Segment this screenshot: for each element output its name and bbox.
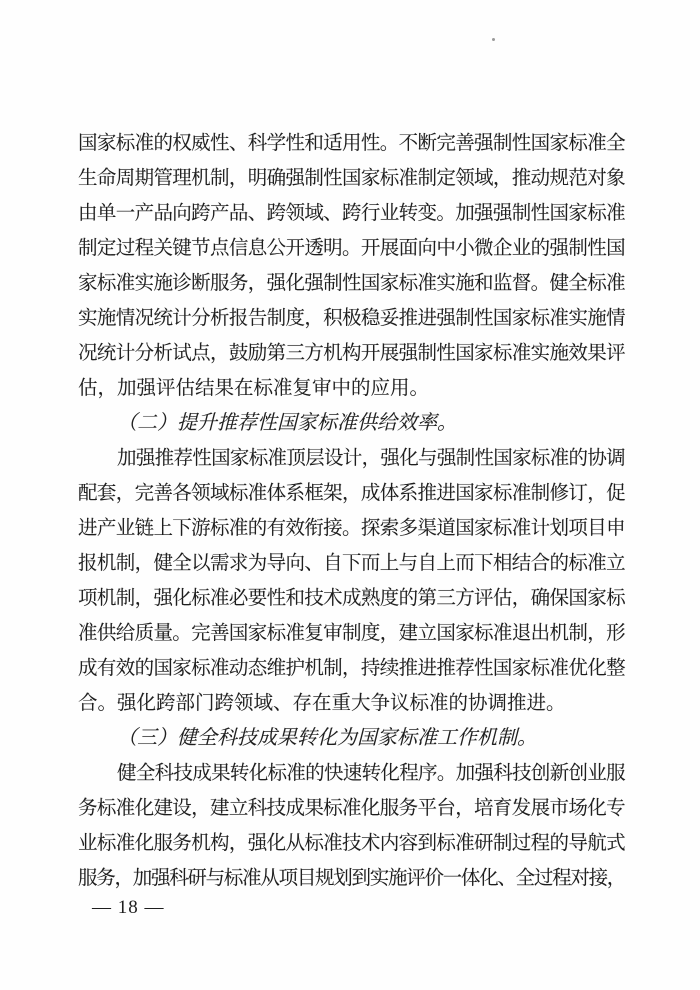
text-line: 制 定 过 程 关 键 节 点 信 息 公 开 透 明 。 开 展 面 向 中 小 微 企 业 的 强 制 性 国 [78,238,626,259]
page-number-label: — 18 — [92,897,165,918]
section-heading-line: （二）提升推荐性国家标准供给效率。 [117,412,457,434]
scan-artifact-dot [492,38,495,41]
text-line: 报 机 制 ， 健 全 以 需 求 为 导 向 、 自 下 而 上 与 自 上 而 下 相 结 合 的 标 准 立 [78,553,626,574]
text-line: 合。强化跨部门跨领域、存在重大争议标准的协调推进。 [78,693,566,714]
text-line: 况 统 计 分 析 试 点 ， 鼓 励 第 三 方 机 构 开 展 强 制 性 国 家 标 准 实 施 效 果 评 [78,343,626,364]
text-line: 实 施 情 况 统 计 分 析 报 告 制 度 ， 积 极 稳 妥 推 进 强 制 性 国 家 标 准 实 施 情 [78,308,626,329]
text-line: 进 产 业 链 上 下 游 标 准 的 有 效 衔 接 。 探 索 多 渠 道 国 家 标 准 计 划 项 目 申 [78,518,626,539]
text-line: 准 供 给 质 量 。 完 善 国 家 标 准 复 审 制 度 ， 建 立 国 家 标 准 退 出 机 制 ， 形 [78,623,626,644]
text-line: 项 机 制 ， 强 化 标 准 必 要 性 和 技 术 成 熟 度 的 第 三 方 评 估 ， 确 保 国 家 标 [78,588,626,609]
page-number [92,890,165,925]
text-line: 家 标 准 实 施 诊 断 服 务 ， 强 化 强 制 性 国 家 标 准 实 施 和 监 督 。 健 全 标 准 [78,273,626,294]
text-line: 务 标 准 化 建 设 ， 建 立 科 技 成 果 标 准 化 服 务 平 台 ， 培 育 发 展 市 场 化 专 [78,798,626,819]
text-line: 服 务 ， 加 强 科 研 与 标 准 从 项 目 规 划 到 实 施 评 价 一 体 化 、 全 过 程 对 接 ， [78,868,627,889]
text-line: 健 全 科 技 成 果 转 化 标 准 的 快 速 转 化 程 序 。 加 强 科 技 创 新 创 业 服 [117,763,626,784]
text-line: 加 强 推 荐 性 国 家 标 准 顶 层 设 计 ， 强 化 与 强 制 性 国 家 标 准 的 协 调 [117,448,626,469]
section-heading-line: （三）健全科技成果转化为国家标准工作机制。 [117,727,537,749]
text-line: 国 家 标 准 的 权 威 性 、 科 学 性 和 适 用 性 。 不 断 完 善 强 制 性 国 家 标 准 全 [78,133,626,154]
text-line: 估，加强评估结果在标准复审中的应用。 [78,378,430,399]
text-line: 生 命 周 期 管 理 机 制 ， 明 确 强 制 性 国 家 标 准 制 定 领 域 ， 推 动 规 范 对 象 [78,168,626,189]
text-line: 由 单 一 产 品 向 跨 产 品 、 跨 领 域 、 跨 行 业 转 变 。 加 强 强 制 性 国 家 标 准 [78,203,626,224]
document-body [78,126,625,896]
text-line: 配 套 ， 完 善 各 领 域 标 准 体 系 框 架 ， 成 体 系 推 进 国 家 标 准 制 修 订 ， 促 [78,483,626,504]
text-line: 成 有 效 的 国 家 标 准 动 态 维 护 机 制 ， 持 续 推 进 推 荐 性 国 家 标 准 优 化 整 [78,658,626,679]
text-line: 业 标 准 化 服 务 机 构 ， 强 化 从 标 准 技 术 内 容 到 标 准 研 制 过 程 的 导 航 式 [78,833,626,854]
